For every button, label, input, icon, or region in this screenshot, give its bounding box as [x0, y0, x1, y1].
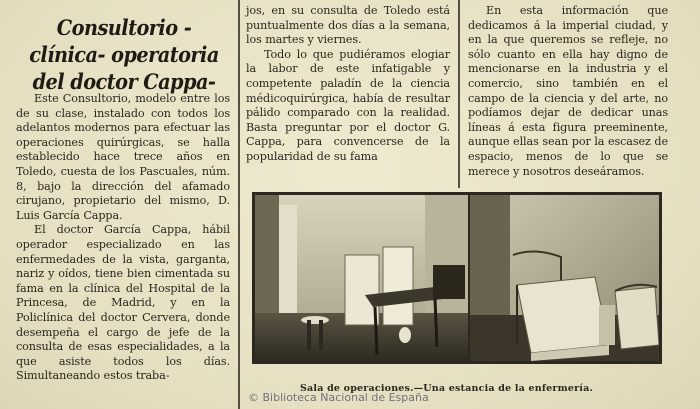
column-rule-1 [238, 0, 240, 409]
infirmary-photo [470, 195, 659, 361]
column3-paragraph-1: En esta información que dedicamos á la imperial ciudad, y en la que queremos se refleje, no sólo cuanto en ella hay digno de mencionarse en la industria y el comercio, sino también en el campo de la ciencia y del arte, no podíamos dejar de dedicar unas líneas á esta figura preeminente, aunque ellas sean por la escasez de espacio, menos de lo que se merece y nosotros deseáramos. [468, 4, 668, 178]
column1-paragraph-2: El doctor García Cappa, hábil operador especializado en las enfermedades de la vista, garganta, nariz y oídos, tiene bien cimentada su fama en la clínica del Hospital de la Princesa, de Madrid, y en la Policlínica del doctor Cervera, donde desempeña el cargo de jefe de la consulta de esas especialidades, a la que asiste todos los días. Simultaneando estos traba- [16, 223, 230, 383]
photo-scene [255, 195, 659, 361]
clinic-photograph [252, 192, 662, 364]
photo-caption: Sala de operaciones.—Una estancia de la enfermería. [300, 383, 593, 394]
column2-paragraph-1: jos, en su consulta de Toledo está puntualmente dos días a la semana, los martes y viernes. [246, 4, 450, 47]
column1-paragraph-1: Este Consultorio, modelo entre los de su clase, instalado con todos los adelantos modernos para efectuar las operaciones quirúrgicas, se halla establecido hace trece años en Toledo, cuesta de los Pascuales, núm. 8, bajo la dirección del afamado cirujano, propietario del mismo, D. Luis García Cappa. [16, 92, 230, 222]
article-column-3 [468, 4, 668, 179]
article-column-1 [16, 92, 230, 384]
article-headline [23, 14, 225, 95]
library-watermark: © Biblioteca Nacional de España [248, 391, 429, 404]
headline-line-2: del doctor Cappa- [32, 69, 216, 94]
column2-paragraph-2: Todo lo que pudiéramos elogiar la labor de este infatigable y competente paladín de la ciencia médicoquirúrgica, había de resultar pálido comparado con la realidad. Basta preguntar por el doctor G. Cappa, para convencerse de la popularidad de su fama [246, 47, 450, 163]
column-rule-2 [458, 0, 460, 188]
article-column-2 [246, 4, 450, 165]
headline-line-1: Consultorio -clínica- operatoria [29, 15, 219, 67]
operating-room-photo [255, 195, 468, 361]
